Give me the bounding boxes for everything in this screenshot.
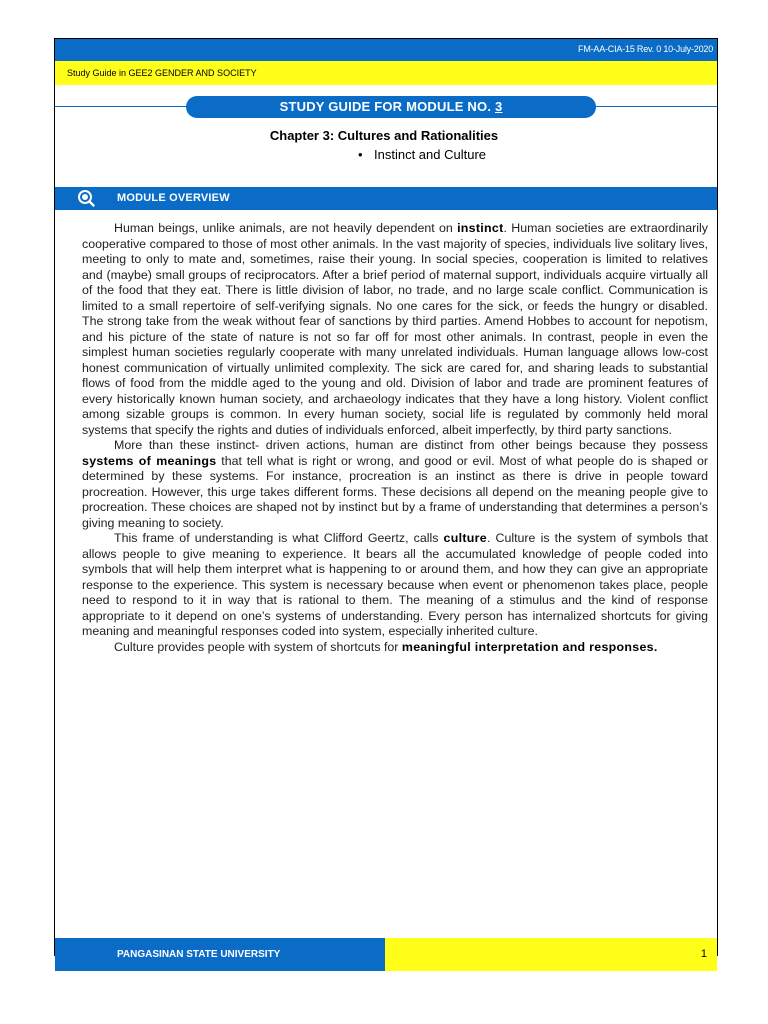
module-number: 3 xyxy=(494,99,503,114)
bullet-icon: • xyxy=(358,147,363,162)
topic-list-item xyxy=(358,147,486,162)
paragraph-text: Culture provides people with system of shortcuts for xyxy=(114,639,402,654)
paragraph-text: Human beings, unlike animals, are not heavily dependent on xyxy=(114,221,458,235)
module-overview-bar xyxy=(55,187,717,210)
overview-body xyxy=(82,221,708,655)
page-number: 1 xyxy=(700,948,707,960)
paragraph-text: . Human societies are extraordinarily cooperative compared to those of most other animals. In the vast majority of species, individuals live solitary lives, meeting to only to mate and, sometimes, raise their young. In social species, cooperation is limited to relatives and (maybe) small groups of reciprocators. After a brief period of maternal support, individuals acquire virtually all of the food that they eat. There is little division of labor, no trade, and no large scale conflict. Communication is limited to a small repertoire of self-verifying signals. No one cares for the sick, or feeds the hungry or disabled. The strong take from the weak without fear of sanctions by third parties. Amend Hobbes to account for nepotism, and his picture of the state of nature is not so far off for most other animals. In contrast, people in even the simplest human societies regularly cooperate with many unrelated individuals. Human language allows low-cost honest communication of virtually unlimited complexity. The sick are cared for, and sharing leads to substantial flows of food from the middle aged to the young and old. Division of labor and trade are prominent features of every historically known human society, and archaeology indicates that they have a long history. Violent conflict among sizable groups is common. In every human society, social life is regulated by commonly held moral systems that specify the rights and duties of individuals enforced, albeit imperfectly, by third party sanctions. xyxy=(82,221,708,437)
footer-page-bar xyxy=(385,938,717,971)
emphasis-term: culture xyxy=(443,531,487,545)
subject-title: Study Guide in GEE2 GENDER AND SOCIETY xyxy=(67,68,257,78)
document-code: FM-AA-CIA-15 Rev. 0 10-July-2020 xyxy=(578,44,713,54)
university-name: PANGASINAN STATE UNIVERSITY xyxy=(117,949,281,960)
paragraph-text: that tell what is right or wrong, and good or evil. Most of what people do is shaped or determined by these systems. For instance, procreation is an instinct as there is drive in people toward procreation. However, this urge takes different forms. These decisions all depend on the meaning people give to procreation. These choices are shaped not by instinct but by a frame of understanding that determines a person’s giving meaning to society. xyxy=(82,453,708,530)
footer-university-bar xyxy=(55,938,385,971)
paragraph-shortcuts xyxy=(82,640,708,656)
header-bar xyxy=(55,39,717,61)
emphasis-term: meaningful interpretation and responses. xyxy=(401,639,658,654)
chapter-title: Chapter 3: Cultures and Rationalities xyxy=(269,128,499,143)
paragraph-systems-of-meaning xyxy=(82,438,708,531)
module-label: STUDY GUIDE FOR MODULE NO. xyxy=(279,99,495,114)
module-overview-label: MODULE OVERVIEW xyxy=(117,192,230,204)
paragraph-instinct xyxy=(82,221,708,438)
magnifier-icon xyxy=(77,189,95,207)
paragraph-culture xyxy=(82,531,708,640)
emphasis-term: instinct xyxy=(457,221,504,235)
emphasis-term: systems of meanings xyxy=(82,453,217,468)
topic-label: Instinct and Culture xyxy=(374,147,487,162)
paragraph-text: . Culture is the system of symbols that allows people to give meaning to experience. It bears all the accumulated knowledge of people coded into symbols that will help them interpret what is happening to or around them, and how they can give an appropriate response to the experience. This system is necessary because when event or phenomenon takes place, people need to respond to it in way that is rational to them. The meaning of a stimulus and the kind of response appropriate to it depend on one’s systems of understanding. Every person has internalized shortcuts for giving meaning and meaningful responses coded into system, especially inherited culture. xyxy=(82,531,708,638)
paragraph-text: More than these instinct- driven actions, human are distinct from other beings because they possess xyxy=(114,438,708,452)
paragraph-text: This frame of understanding is what Clifford Geertz, calls xyxy=(114,531,444,545)
module-title xyxy=(186,96,596,118)
subject-bar xyxy=(55,61,717,85)
